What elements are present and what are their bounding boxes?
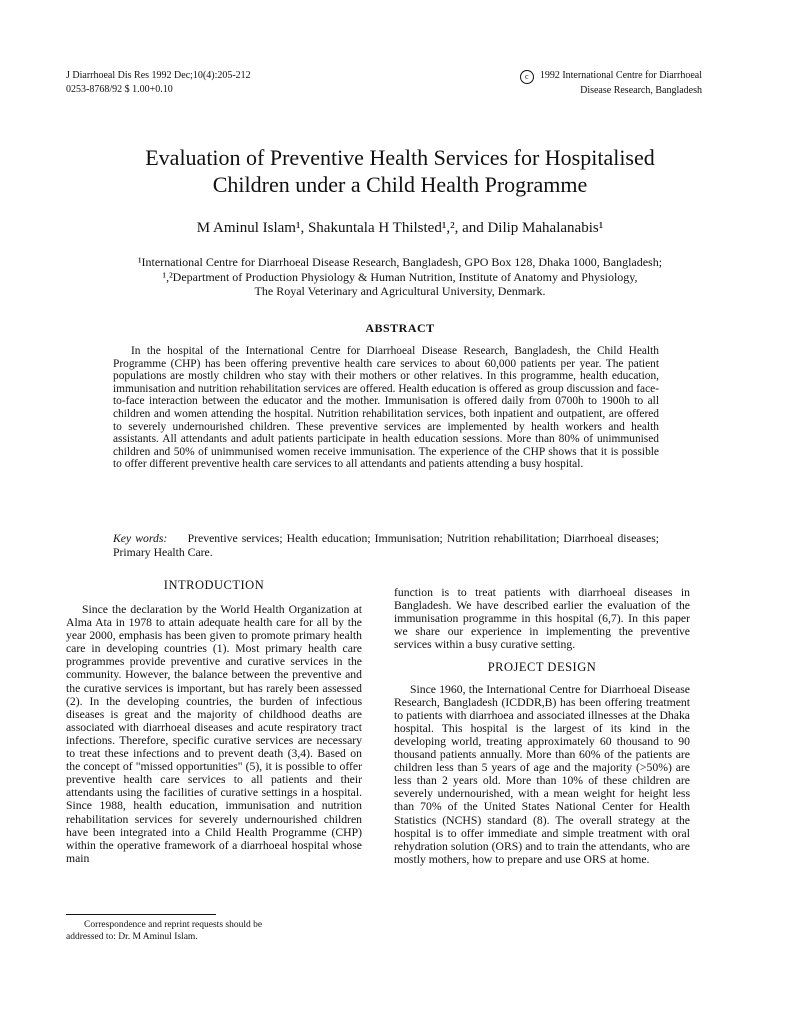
- correspondence-footnote: [66, 919, 346, 943]
- affiliations: [60, 255, 740, 299]
- left-column: [66, 603, 362, 865]
- project-design-heading: PROJECT DESIGN: [487, 660, 597, 675]
- affiliation-line-2: ¹,²Department of Production Physiology & Human Nutrition, Institute of Anatomy and Physiology,: [162, 269, 638, 284]
- article-title-line-1: Evaluation of Preventive Health Services for Hospitalised: [145, 145, 655, 170]
- keywords: [113, 532, 659, 559]
- copyright-line: 1992 International Centre for Diarrhoeal: [539, 70, 702, 81]
- author-list: M Aminul Islam¹, Shakuntala H Thilsted¹,², and Dilip Mahalanabis¹: [196, 220, 604, 236]
- journal-citation-line: J Diarrhoeal Dis Res 1992 Dec;10(4):205-212: [66, 70, 251, 81]
- footnote-divider: [66, 914, 216, 915]
- introduction-continuation: function is to treat patients with diarrhoeal diseases in Bangladesh. We have described earlier the evaluation of the immunisation programme in this hospital (6,7). In this paper we share our experience in implementing the preventive services within a busy curative setting.: [394, 586, 690, 652]
- article-title: [40, 144, 760, 198]
- affiliation-line-3: The Royal Veterinary and Agricultural University, Denmark.: [254, 284, 546, 298]
- journal-issn-line: 0253-8768/92 $ 1.00+0.10: [66, 84, 173, 95]
- right-column: [394, 586, 690, 866]
- journal-citation: [66, 69, 251, 97]
- footnote-line-1: Correspondence and reprint requests should be: [84, 920, 263, 930]
- introduction-heading: INTRODUCTION: [163, 578, 265, 592]
- abstract-heading: ABSTRACT: [365, 321, 435, 335]
- affiliation-line-1: ¹International Centre for Diarrhoeal Disease Research, Bangladesh, GPO Box 128, Dhaka 1000, Bangladesh;: [137, 255, 663, 269]
- project-design-paragraph: Since 1960, the International Centre for Diarrhoeal Disease Research, Bangladesh (ICDDR,B) has been offering treatment to patients with diarrhoea and associated illnesses at the Dhaka hospital. This hospital is the largest of its kind in the developing world, treating approximately 60 thousand to 90 thousand patients annually. More than 60% of the patients are children less than 5 years of age and the majority (>50%) are less than 2 years old. More than 10% of these children are severely undernourished, with a mean weight for height less than 70% of the United States National Center for Health Statistics (NCHS) standard (8). The overall strategy at the hospital is to offer immediate and simple treatment with oral rehydration solution (ORS) and to train the attendants, who are mostly mothers, how to prepare and use ORS at home.: [394, 682, 690, 866]
- keywords-label: Key words:: [113, 532, 168, 545]
- abstract-text: In the hospital of the International Centre for Diarrhoeal Disease Research, Bangladesh, the Child Health Programme (CHP) has been offering preventive health care services to about 60,000 patients per year. The patient populations are mostly children who stay with their mothers or other relatives. In this programme, health education, immunisation and nutrition rehabilitation services are offered. Health education is offered as group discussion and face-to-face interaction between the educator and the mother. Immunisation is offered daily from 0700h to 1900h to all children and women attending the hospital. Nutrition rehabilitation services, both inpatient and outpatient, are offered to severely undernourished children. These preventive services are implemented by health workers and health assistants. All attendants and adult patients participate in health education sessions. More than 80% of unimmunised children and 50% of unimmunised women receive immunisation. The experience of the CHP shows that it is possible to offer different preventive health care services to all attendants and patients attending a busy hospital.: [113, 345, 659, 471]
- keywords-text: Preventive services; Health education; Immunisation; Nutrition rehabilitation; Diarrhoeal diseases; Primary Health Care.: [113, 532, 660, 559]
- copyright-notice: [520, 69, 702, 98]
- article-title-line-2: Children under a Child Health Programme: [212, 172, 588, 197]
- copyright-icon: c: [520, 70, 534, 84]
- footnote-line-2: addressed to: Dr. M Aminul Islam.: [66, 932, 198, 942]
- copyright-line-2: Disease Research, Bangladesh: [580, 85, 702, 96]
- introduction-paragraph: Since the declaration by the World Health Organization at Alma Ata in 1978 to attain adequate health care for all by the year 2000, emphasis has been given to promote primary health care in developing countries (1). Most primary health care programmes provide preventive and curative services in the community. However, the balance between the preventive and the curative services is important, but has rarely been assessed (2). In the developing countries, the burden of infectious diseases is great and the majority of childhood deaths are associated with diarrhoeal diseases and acute respiratory tract infections. Therefore, specific curative services are necessary to treat these infections and to prevent death (3,4). Based on the concept of "missed opportunities" (5), it is possible to offer preventive health care services to all patients and their attendants using the facilities of curative settings in a hospital. Since 1988, health education, immunisation and nutrition rehabilitation services for severely undernourished children have been integrated into a Child Health Programme (CHP) within the operative framework of a diarrhoeal hospital whose main: [66, 603, 362, 865]
